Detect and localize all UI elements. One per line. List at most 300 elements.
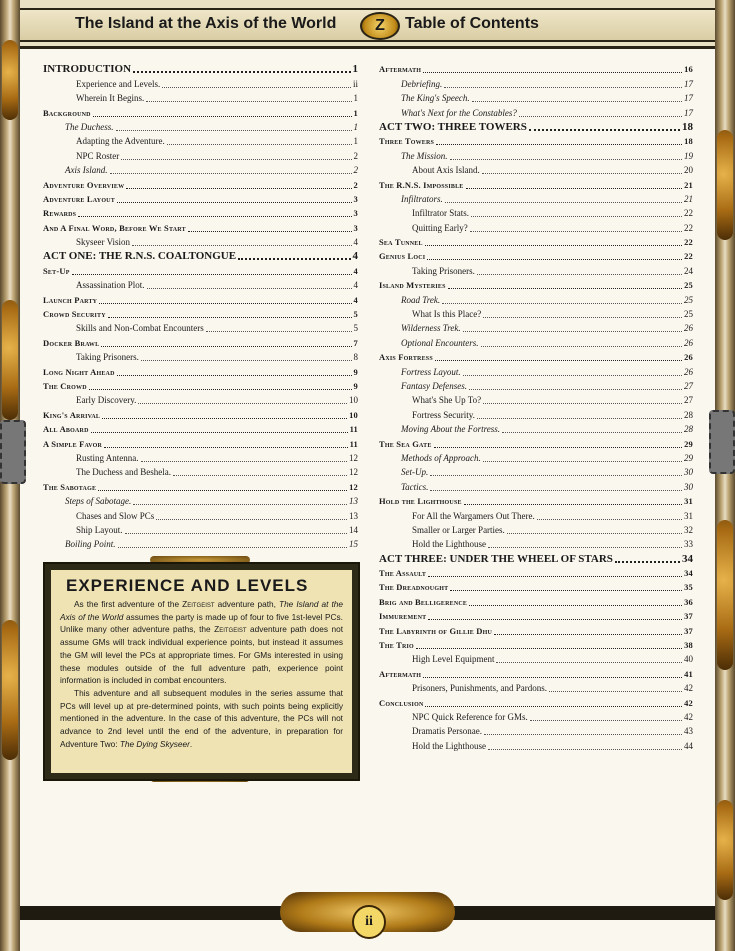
toc-entry-label: Aftermath [379,64,422,75]
toc-entry-label: NPC Quick Reference for GMs. [412,711,528,722]
sidebar-paragraph-1 [60,598,343,687]
toc-leader-dots [125,533,348,534]
toc-entry[interactable] [43,350,358,364]
toc-entry[interactable] [379,609,693,623]
toc-entry-page: 4 [353,265,358,276]
toc-entry-label: The Trio [379,640,414,651]
toc-leader-dots [434,447,683,448]
toc-entry-label: Optional Encounters. [401,337,479,348]
toc-entry-page: 42 [684,697,693,708]
toc-leader-dots [482,173,682,174]
toc-entry-page: 4 [353,280,358,291]
toc-entry[interactable] [379,537,693,551]
toc-entry-page: 22 [684,208,693,219]
toc-entry-label: Immurement [379,611,427,622]
toc-entry-page: 26 [684,352,693,363]
toc-entry[interactable] [379,451,693,465]
toc-leader-dots [99,303,351,304]
toc-entry-page: 35 [684,582,693,593]
toc-entry-label: Hold the Lighthouse [412,539,486,550]
toc-entry-label: A Simple Favor [43,438,103,449]
toc-entry-page: 1 [353,107,358,118]
toc-entry-label: Set-Up [43,265,70,276]
toc-entry[interactable] [379,523,693,537]
toc-entry[interactable] [379,105,693,119]
toc-entry-label: Three Towers [379,136,435,147]
toc-entry-label: NPC Roster [76,150,120,161]
toc-entry[interactable] [379,738,693,752]
toc-entry-page: 12 [349,481,358,492]
toc-leader-dots [436,144,682,145]
toc-entry-page: 2 [353,165,358,176]
toc-entry[interactable] [43,120,358,134]
toc-entry-page: 36 [684,596,693,607]
toc-entry-page: 24 [684,265,693,276]
toc-entry-page: 18 [682,120,693,133]
toc-entry[interactable] [379,623,693,637]
toc-entry[interactable] [43,220,358,234]
toc-entry[interactable] [43,134,358,148]
toc-leader-dots [483,403,682,404]
toc-leader-dots [463,375,682,376]
toc-entry[interactable] [379,638,693,652]
toc-leader-dots [89,389,352,390]
toc-entry-page: 4 [352,250,358,263]
toc-entry[interactable] [379,666,693,680]
toc-entry-label: Wilderness Trek. [401,323,461,334]
toc-leader-dots [141,360,352,361]
toc-entry-label: Taking Prisoners. [76,352,139,363]
toc-leader-dots [78,216,351,217]
toc-entry[interactable] [379,580,693,594]
toc-entry-page: 17 [684,107,693,118]
toc-entry[interactable] [43,451,358,465]
toc-entry[interactable] [379,163,693,177]
left-gear-ornament [0,420,26,484]
toc-entry-label: The Labyrinth of Gillie Dhu [379,625,493,636]
toc-entry-label: Adventure Overview [43,179,125,190]
toc-entry[interactable] [379,508,693,522]
toc-leader-dots [430,490,682,491]
toc-entry-page: 22 [684,251,693,262]
toc-entry-label: Smaller or Larger Parties. [412,524,505,535]
toc-entry[interactable] [43,523,358,537]
toc-entry-page: 41 [684,668,693,679]
toc-leader-dots [117,375,352,376]
toc-entry[interactable] [43,508,358,522]
toc-leader-dots [488,547,682,548]
toc-entry-label: Hold the Lighthouse [379,496,462,507]
toc-entry-label: Boiling Point. [65,539,116,550]
toc-entry-page: 7 [353,337,358,348]
text-run: adventure path does not assume GMs will track individual experience points, but instead it assumes the GM will level the PCs at appropriate times. For GMs interested in using these modules outside of the full adventure path, experience point information is included in combat encounters. [60,624,344,686]
toc-entry-page: 4 [353,237,358,248]
toc-entry[interactable] [379,235,693,249]
text-run: assumes the party is made up of four to five 1st-level PCs. Unlike many other adventure paths, the [60,611,343,635]
toc-leader-dots [416,648,682,649]
toc-leader-dots [469,605,682,606]
toc-entry-label: Wherein It Begins. [76,93,145,104]
toc-entry-page: 4 [353,294,358,305]
toc-leader-dots [118,547,348,548]
toc-entry-page: 25 [684,280,693,291]
toc-entry[interactable] [379,220,693,234]
toc-entry-page: 44 [684,740,693,751]
toc-entry[interactable] [379,177,693,191]
toc-leader-dots [537,519,682,520]
toc-entry[interactable] [43,465,358,479]
toc-leader-dots [466,188,683,189]
toc-entry-page: 21 [684,179,693,190]
toc-entry-label: The Assault [379,568,427,579]
toc-entry[interactable] [379,292,693,306]
toc-entry-page: 30 [684,467,693,478]
toc-entry-label: INTRODUCTION [43,63,132,76]
toc-entry[interactable] [379,134,693,148]
toc-leader-dots [138,403,347,404]
toc-entry-page: 34 [684,568,693,579]
toc-entry-page: 38 [684,640,693,651]
toc-entry-label: High Level Equipment [412,654,495,665]
toc-entry-label: ACT THREE: UNDER THE WHEEL OF STARS [379,552,613,565]
toc-leader-dots [529,129,680,131]
toc-leader-dots [484,734,682,735]
toc-leader-dots [423,72,682,73]
toc-leader-dots [427,259,682,260]
toc-entry-label: About Axis Island. [412,165,480,176]
toc-entry-label: Adapting the Adventure. [76,136,165,147]
toc-entry[interactable] [43,177,358,191]
toc-entry[interactable] [379,263,693,277]
toc-entry[interactable] [379,422,693,436]
toc-entry-label: ACT TWO: THREE TOWERS [379,120,527,133]
toc-entry-label: Steps of Sabotage. [65,496,132,507]
toc-entry[interactable] [379,249,693,263]
toc-entry[interactable] [43,192,358,206]
toc-leader-dots [206,331,352,332]
toc-entry[interactable] [43,163,358,177]
toc-entry-page: 26 [684,366,693,377]
toc-entry-label: Chases and Slow PCs [76,510,155,521]
toc-entry-page: 28 [684,424,693,435]
toc-entry-label: Tactics. [401,481,429,492]
page-header [20,0,715,49]
toc-entry-page: 2 [353,150,358,161]
toc-entry-label: Rusting Antenna. [76,452,139,463]
toc-entry-page: 11 [349,438,358,449]
toc-entry[interactable] [43,148,358,162]
toc-entry-page: 3 [353,222,358,233]
toc-leader-dots [430,475,682,476]
toc-entry-page: 25 [684,294,693,305]
toc-entry-page: 10 [349,409,358,420]
toc-entry-label: Moving About the Fortress. [401,424,500,435]
toc-entry[interactable] [379,206,693,220]
toc-entry-page: ii [352,78,358,89]
toc-entry[interactable] [379,307,693,321]
toc-entry-label: Launch Party [43,294,98,305]
toc-entry[interactable] [379,321,693,335]
toc-leader-dots [101,346,351,347]
toc-entry-page: 22 [684,222,693,233]
toc-entry[interactable] [379,76,693,90]
toc-entry-page: 1 [352,63,358,76]
toc-entry-label: Experience and Levels. [76,78,161,89]
toc-entry-label: Road Trek. [401,294,441,305]
text-run: Zeitgeist [182,599,215,609]
toc-entry-label: Skills and Non-Combat Encounters [76,323,204,334]
toc-entry-page: 5 [353,323,358,334]
toc-entry-label: Adventure Layout [43,193,115,204]
toc-entry-page: 14 [349,524,358,535]
toc-entry[interactable] [379,364,693,378]
left-scroll-ornament [2,300,18,420]
toc-leader-dots [477,274,682,275]
toc-leader-dots [444,87,682,88]
toc-entry-label: Rewards [43,208,77,219]
toc-leader-dots [549,691,682,692]
toc-entry-label: Long Night Ahead [43,366,115,377]
toc-leader-dots [469,389,682,390]
text-run: adventure path, [214,599,279,609]
toc-entry-page: 13 [349,510,358,521]
toc-entry[interactable] [43,206,358,220]
toc-entry-page: 10 [349,395,358,406]
toc-entry[interactable] [43,379,358,393]
toc-leader-dots [519,116,682,117]
toc-leader-dots [425,706,682,707]
toc-entry-label: Docker Brawl [43,337,100,348]
toc-leader-dots [470,231,682,232]
toc-entry[interactable] [379,148,693,162]
toc-entry[interactable] [379,566,693,580]
toc-entry-page: 11 [349,424,358,435]
toc-leader-dots [102,418,347,419]
book-title: The Island at the Axis of the World [75,15,337,32]
toc-entry-page: 8 [353,352,358,363]
toc-entry-label: Axis Fortress [379,352,433,363]
toc-entry-label: Quitting Early? [412,222,468,233]
toc-entry[interactable] [43,62,358,76]
toc-entry[interactable] [43,321,358,335]
toc-entry-label: The Dreadnought [379,582,449,593]
toc-entry-label: What's She Up To? [412,395,482,406]
toc-leader-dots [507,533,682,534]
toc-entry[interactable] [379,695,693,709]
toc-entry-label: ACT ONE: THE R.N.S. COALTONGUE [43,250,237,263]
toc-leader-dots [121,159,351,160]
toc-entry-label: Axis Island. [65,165,108,176]
toc-entry-label: And A Final Word, Before We Start [43,222,186,233]
toc-entry-label: Methods of Approach. [401,452,481,463]
toc-entry[interactable] [379,393,693,407]
toc-leader-dots [98,490,347,491]
toc-entry[interactable] [43,91,358,105]
toc-entry[interactable] [379,350,693,364]
toc-entry[interactable] [379,494,693,508]
toc-entry[interactable] [43,263,358,277]
toc-entry[interactable] [43,292,358,306]
toc-entry-page: 32 [684,524,693,535]
toc-entry[interactable] [43,249,358,263]
toc-entry-page: 26 [684,323,693,334]
toc-entry[interactable] [379,594,693,608]
toc-leader-dots [117,202,352,203]
toc-entry[interactable] [43,436,358,450]
toc-entry[interactable] [43,335,358,349]
toc-entry-label: Island Mysteries [379,280,446,291]
toc-leader-dots [116,130,352,131]
toc-entry[interactable] [379,436,693,450]
toc-entry-page: 9 [353,380,358,391]
toc-entry[interactable] [43,537,358,551]
toc-entry-label: Fortress Layout. [401,366,461,377]
right-scroll-ornament [717,800,733,900]
toc-entry-page: 2 [353,179,358,190]
toc-leader-dots [133,504,347,505]
toc-entry-label: Aftermath [379,668,422,679]
toc-entry-page: 20 [684,165,693,176]
toc-entry-page: 43 [684,726,693,737]
left-scroll-ornament [2,40,18,120]
toc-entry[interactable] [43,393,358,407]
toc-entry-page: 37 [684,611,693,622]
toc-entry-page: 17 [684,93,693,104]
toc-entry-label: Conclusion [379,697,424,708]
toc-entry-page: 19 [684,150,693,161]
toc-entry-label: The R.N.S. Impossible [379,179,464,190]
toc-leader-dots [91,432,348,433]
toc-entry-label: Crowd Security [43,309,106,320]
toc-entry-page: 17 [684,78,693,89]
toc-leader-dots [238,258,350,260]
toc-entry-page: 22 [684,237,693,248]
toc-entry-page: 42 [684,683,693,694]
toc-leader-dots [464,504,682,505]
toc-entry-label: King's Arrival [43,409,101,420]
toc-entry[interactable] [43,364,358,378]
toc-leader-dots [435,360,682,361]
toc-entry-page: 16 [684,64,693,75]
toc-entry-page: 13 [349,496,358,507]
toc-entry-page: 27 [684,395,693,406]
toc-entry[interactable] [43,479,358,493]
toc-leader-dots [146,101,351,102]
toc-entry[interactable] [379,681,693,695]
toc-entry[interactable] [43,105,358,119]
toc-entry-label: What Is this Place? [412,309,482,320]
toc-entry-label: The Sabotage [43,481,97,492]
toc-entry-page: 25 [684,309,693,320]
text-run: As the first adventure of the [74,599,183,609]
toc-entry[interactable] [379,710,693,724]
toc-entry[interactable] [379,120,693,134]
toc-entry-label: Ship Layout. [76,524,123,535]
header-band [20,8,715,42]
toc-left-column [43,62,358,551]
toc-entry[interactable] [379,192,693,206]
toc-entry-label: Infiltrators. [401,193,443,204]
toc-leader-dots [445,202,682,203]
toc-entry[interactable] [379,551,693,565]
toc-leader-dots [463,331,682,332]
toc-entry-page: 3 [353,193,358,204]
right-gear-ornament [709,410,735,474]
toc-entry-label: What's Next for the Constables? [401,107,517,118]
toc-leader-dots [173,475,347,476]
toc-entry[interactable] [379,652,693,666]
toc-entry-page: 28 [684,409,693,420]
toc-leader-dots [477,418,682,419]
toc-entry-label: Dramatis Personae. [412,726,482,737]
toc-entry-page: 1 [353,93,358,104]
toc-entry[interactable] [379,407,693,421]
toc-entry-label: The Duchess. [65,121,114,132]
toc-entry[interactable] [43,494,358,508]
toc-entry-label: Brig and Belligerence [379,596,468,607]
toc-leader-dots [126,188,351,189]
toc-entry[interactable] [379,379,693,393]
toc-entry[interactable] [43,76,358,90]
toc-entry[interactable] [379,91,693,105]
toc-entry-label: Early Discovery. [76,395,137,406]
toc-entry[interactable] [43,307,358,321]
sidebar-title: EXPERIENCE AND LEVELS [66,576,309,595]
toc-entry-label: The King's Speech. [401,93,470,104]
toc-entry[interactable] [379,465,693,479]
toc-right-column [379,62,693,753]
toc-leader-dots [428,619,682,620]
section-title: Table of Contents [405,15,539,32]
toc-entry-page: 31 [684,496,693,507]
toc-entry[interactable] [43,278,358,292]
toc-entry[interactable] [379,724,693,738]
toc-entry-page: 1 [353,121,358,132]
toc-entry-label: Assassination Plot. [76,280,145,291]
toc-entry-page: 34 [682,552,693,565]
toc-entry[interactable] [43,407,358,421]
sidebar-paragraph-2 [60,687,343,751]
toc-entry[interactable] [379,62,693,76]
toc-leader-dots [423,677,682,678]
text-run: . [189,738,193,749]
toc-leader-dots [615,561,680,563]
toc-entry-page: 5 [353,309,358,320]
toc-entry[interactable] [43,235,358,249]
toc-entry-label: Background [43,107,91,118]
toc-entry[interactable] [379,479,693,493]
toc-leader-dots [450,159,682,160]
toc-entry-label: The Mission. [401,150,448,161]
toc-entry-label: Sea Tunnel [379,237,423,248]
toc-leader-dots [502,432,682,433]
toc-leader-dots [488,749,682,750]
toc-entry[interactable] [379,335,693,349]
toc-leader-dots [471,216,682,217]
toc-leader-dots [425,245,682,246]
page-number: ii [352,905,386,939]
toc-entry-label: Debriefing. [401,78,443,89]
toc-entry-page: 31 [684,510,693,521]
toc-leader-dots [530,720,682,721]
toc-entry-label: Skyseer Vision [76,237,131,248]
toc-entry-page: 42 [684,711,693,722]
toc-leader-dots [93,116,352,117]
toc-entry-page: 9 [353,366,358,377]
toc-entry[interactable] [379,278,693,292]
toc-entry-label: Hold the Lighthouse [412,740,486,751]
toc-entry[interactable] [43,422,358,436]
